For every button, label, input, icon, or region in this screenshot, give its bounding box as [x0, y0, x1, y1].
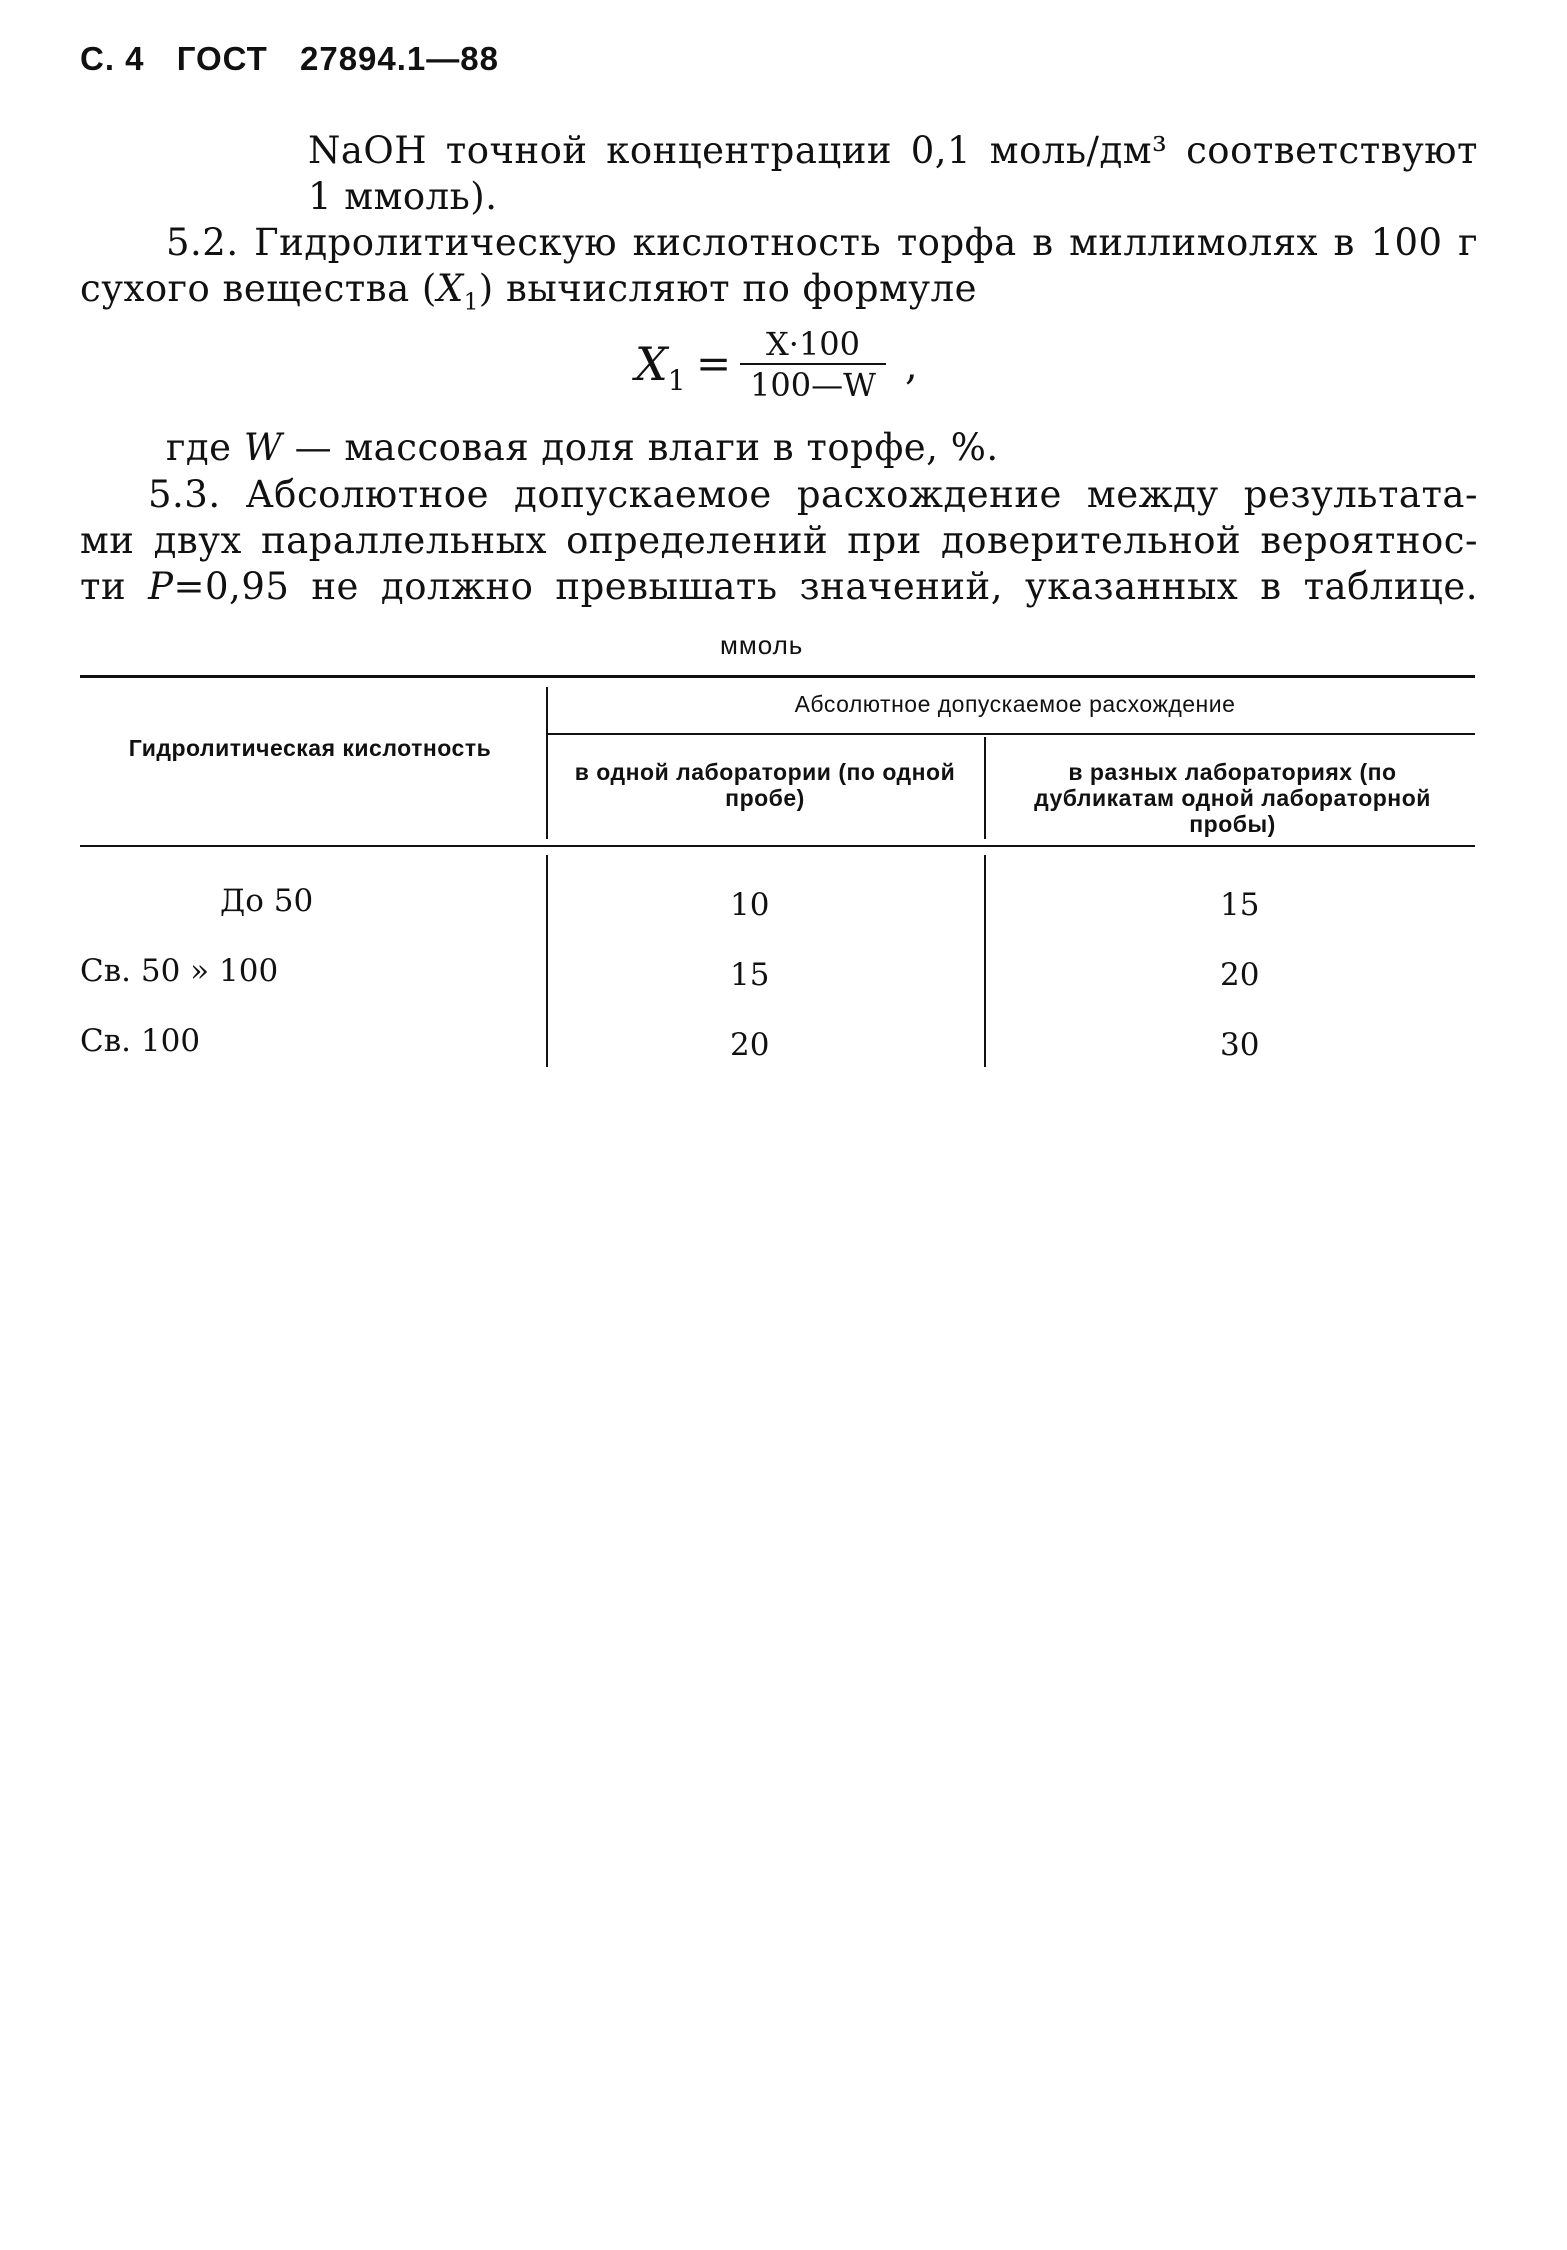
paragraph-line [308, 128, 1478, 174]
formula-lhs [635, 337, 686, 398]
text-run: где [166, 426, 244, 469]
variable: W [243, 426, 283, 469]
formula-numerator: X·100 [765, 325, 861, 363]
table-top-rule [80, 675, 1475, 678]
text-run: 1 ммоль). [308, 175, 498, 218]
paragraph-line [308, 174, 497, 220]
group-header-rule [548, 733, 1475, 735]
formula-fraction [738, 325, 888, 403]
cell-range: Св. 100 [80, 1023, 201, 1059]
standard-label: ГОСТ [176, 40, 268, 77]
cell-range: До 50 [220, 883, 314, 919]
paragraph-line [166, 425, 999, 471]
cell-different-labs: 15 [1220, 887, 1260, 923]
page-header [80, 40, 521, 78]
formula-comma: , [905, 343, 918, 389]
paragraph-line [166, 220, 1478, 266]
table-unit: ммоль [720, 630, 804, 660]
column-header-one-lab: в одной лаборатории (по одной пробе) [574, 759, 956, 811]
formula-variable: X [635, 337, 668, 391]
text-run: ти [80, 565, 149, 608]
cell-one-lab: 20 [730, 1027, 770, 1063]
cell-range: Св. 50 » 100 [80, 953, 279, 989]
formula-equals: = [696, 339, 732, 388]
standard-number: 27894.1—88 [299, 40, 499, 77]
body-vertical-rule [984, 855, 986, 1067]
text-run: 5.3. Абсолютное допускаемое расхождение между результата- [148, 473, 1478, 516]
page-number: С. 4 [80, 40, 145, 77]
formula-subscript: 1 [667, 364, 686, 398]
column-group-header: Абсолютное допускаемое расхождение [794, 691, 1236, 717]
subscript: 1 [463, 289, 479, 316]
header-vertical-rule [984, 737, 986, 839]
text-run: NaOH точной концентрации 0,1 моль/дм³ соответствуют [308, 129, 1478, 172]
text-run: — массовая доля влаги в торфе, %. [282, 426, 999, 469]
text-run: сухого вещества ( [80, 267, 437, 310]
cell-one-lab: 15 [730, 957, 770, 993]
paragraph-line [148, 472, 1478, 518]
formula [630, 325, 950, 405]
text-run: 5.2. Гидролитическую кислотность торфа в миллимолях в 100 г [166, 221, 1478, 264]
text-run: ми двух параллельных определений при доверительной вероятнос- [80, 519, 1478, 562]
variable: P [148, 565, 174, 608]
paragraph-line [80, 266, 977, 316]
column-header-different-labs: в разных лабораториях (по дубликатам одной лабораторной пробы) [1034, 759, 1431, 837]
body-vertical-rule [546, 855, 548, 1067]
text-run: =0,95 не должно превышать значений, указанных в таблице. [173, 565, 1478, 608]
paragraph-line [80, 518, 1478, 564]
formula-denominator: 100—W [750, 366, 876, 404]
cell-one-lab: 10 [730, 887, 770, 923]
tolerance-table [80, 675, 1475, 1075]
cell-different-labs: 30 [1220, 1027, 1260, 1063]
variable: X [436, 267, 464, 310]
header-bottom-rule [80, 845, 1475, 847]
paragraph-line [80, 564, 1478, 610]
header-vertical-rule [546, 687, 548, 839]
cell-different-labs: 20 [1220, 957, 1260, 993]
text-run: ) вычисляют по формуле [478, 267, 977, 310]
column-header-acidity: Гидролитическая кислотность [128, 735, 492, 761]
